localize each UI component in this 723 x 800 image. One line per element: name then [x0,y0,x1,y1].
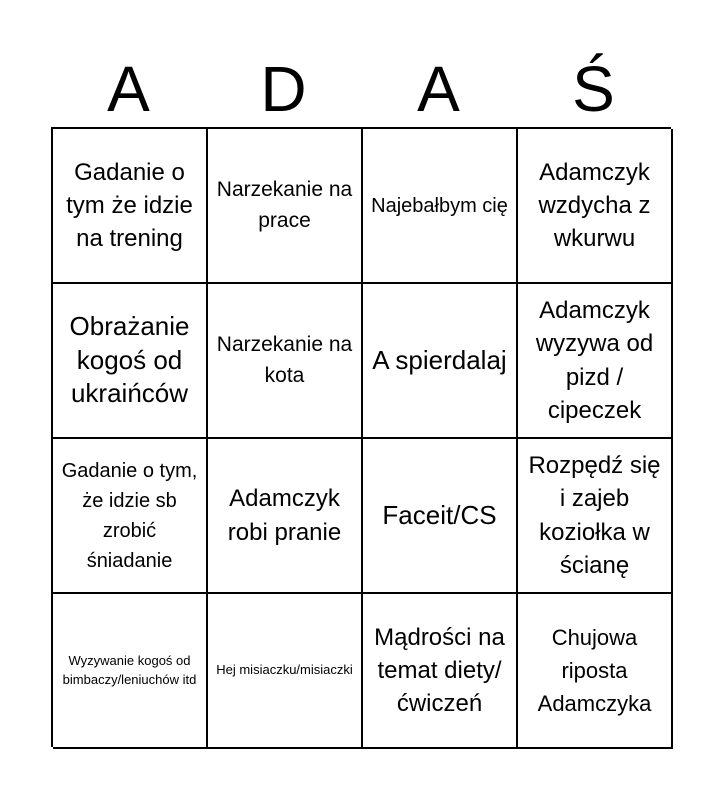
bingo-cell[interactable] [363,439,518,594]
bingo-cell[interactable] [518,594,673,749]
bingo-cell[interactable] [208,129,363,284]
cell-text: Rozpędź się i zajeb koziołka w ścianę [528,452,661,579]
bingo-cell[interactable] [208,439,363,594]
header-letter: A [417,53,460,125]
bingo-cell[interactable] [53,284,208,439]
cell-text: Hej misiaczku/misiaczki [216,662,353,678]
bingo-cell[interactable] [53,594,208,749]
bingo-cell[interactable] [363,594,518,749]
cell-text: Adamczyk wzdycha z wkurwu [538,158,651,253]
cell-text: Narzekanie na prace [216,178,353,232]
cell-text: Mądrości na temat diety/ ćwiczeń [374,623,505,718]
cell-text: Gadanie o tym że idzie na trening [66,158,193,253]
bingo-cell[interactable] [53,439,208,594]
bingo-cell[interactable] [518,439,673,594]
bingo-cell[interactable] [518,284,673,439]
bingo-cell[interactable] [363,284,518,439]
cell-text: Adamczyk robi pranie [227,485,342,546]
cell-text: Chujowa riposta Adamczyka [537,625,652,716]
bingo-cell[interactable] [208,284,363,439]
bingo-header [51,50,671,128]
bingo-board [51,127,671,747]
header-letter: D [260,53,307,125]
header-letter: Ś [572,53,615,125]
bingo-cell[interactable] [208,594,363,749]
cell-text: Gadanie o tym, że idzie sb zrobić śniadanie [61,459,198,572]
cell-text: Wyzywanie kogoś od bimbaczy/leniuchów itd [62,652,197,687]
cell-text: Obrażanie kogoś od ukraińców [69,310,190,409]
cell-text: Najebałbym cię [371,194,508,217]
bingo-cell[interactable] [53,129,208,284]
cell-text: Adamczyk wyzywa od pizd / cipeczek [535,297,654,424]
cell-text: A spierdalaj [372,344,507,375]
cell-text: Narzekanie na kota [216,333,353,387]
bingo-cell[interactable] [363,129,518,284]
bingo-cell[interactable] [518,129,673,284]
header-letter: A [107,53,150,125]
cell-text: Faceit/CS [382,499,497,530]
